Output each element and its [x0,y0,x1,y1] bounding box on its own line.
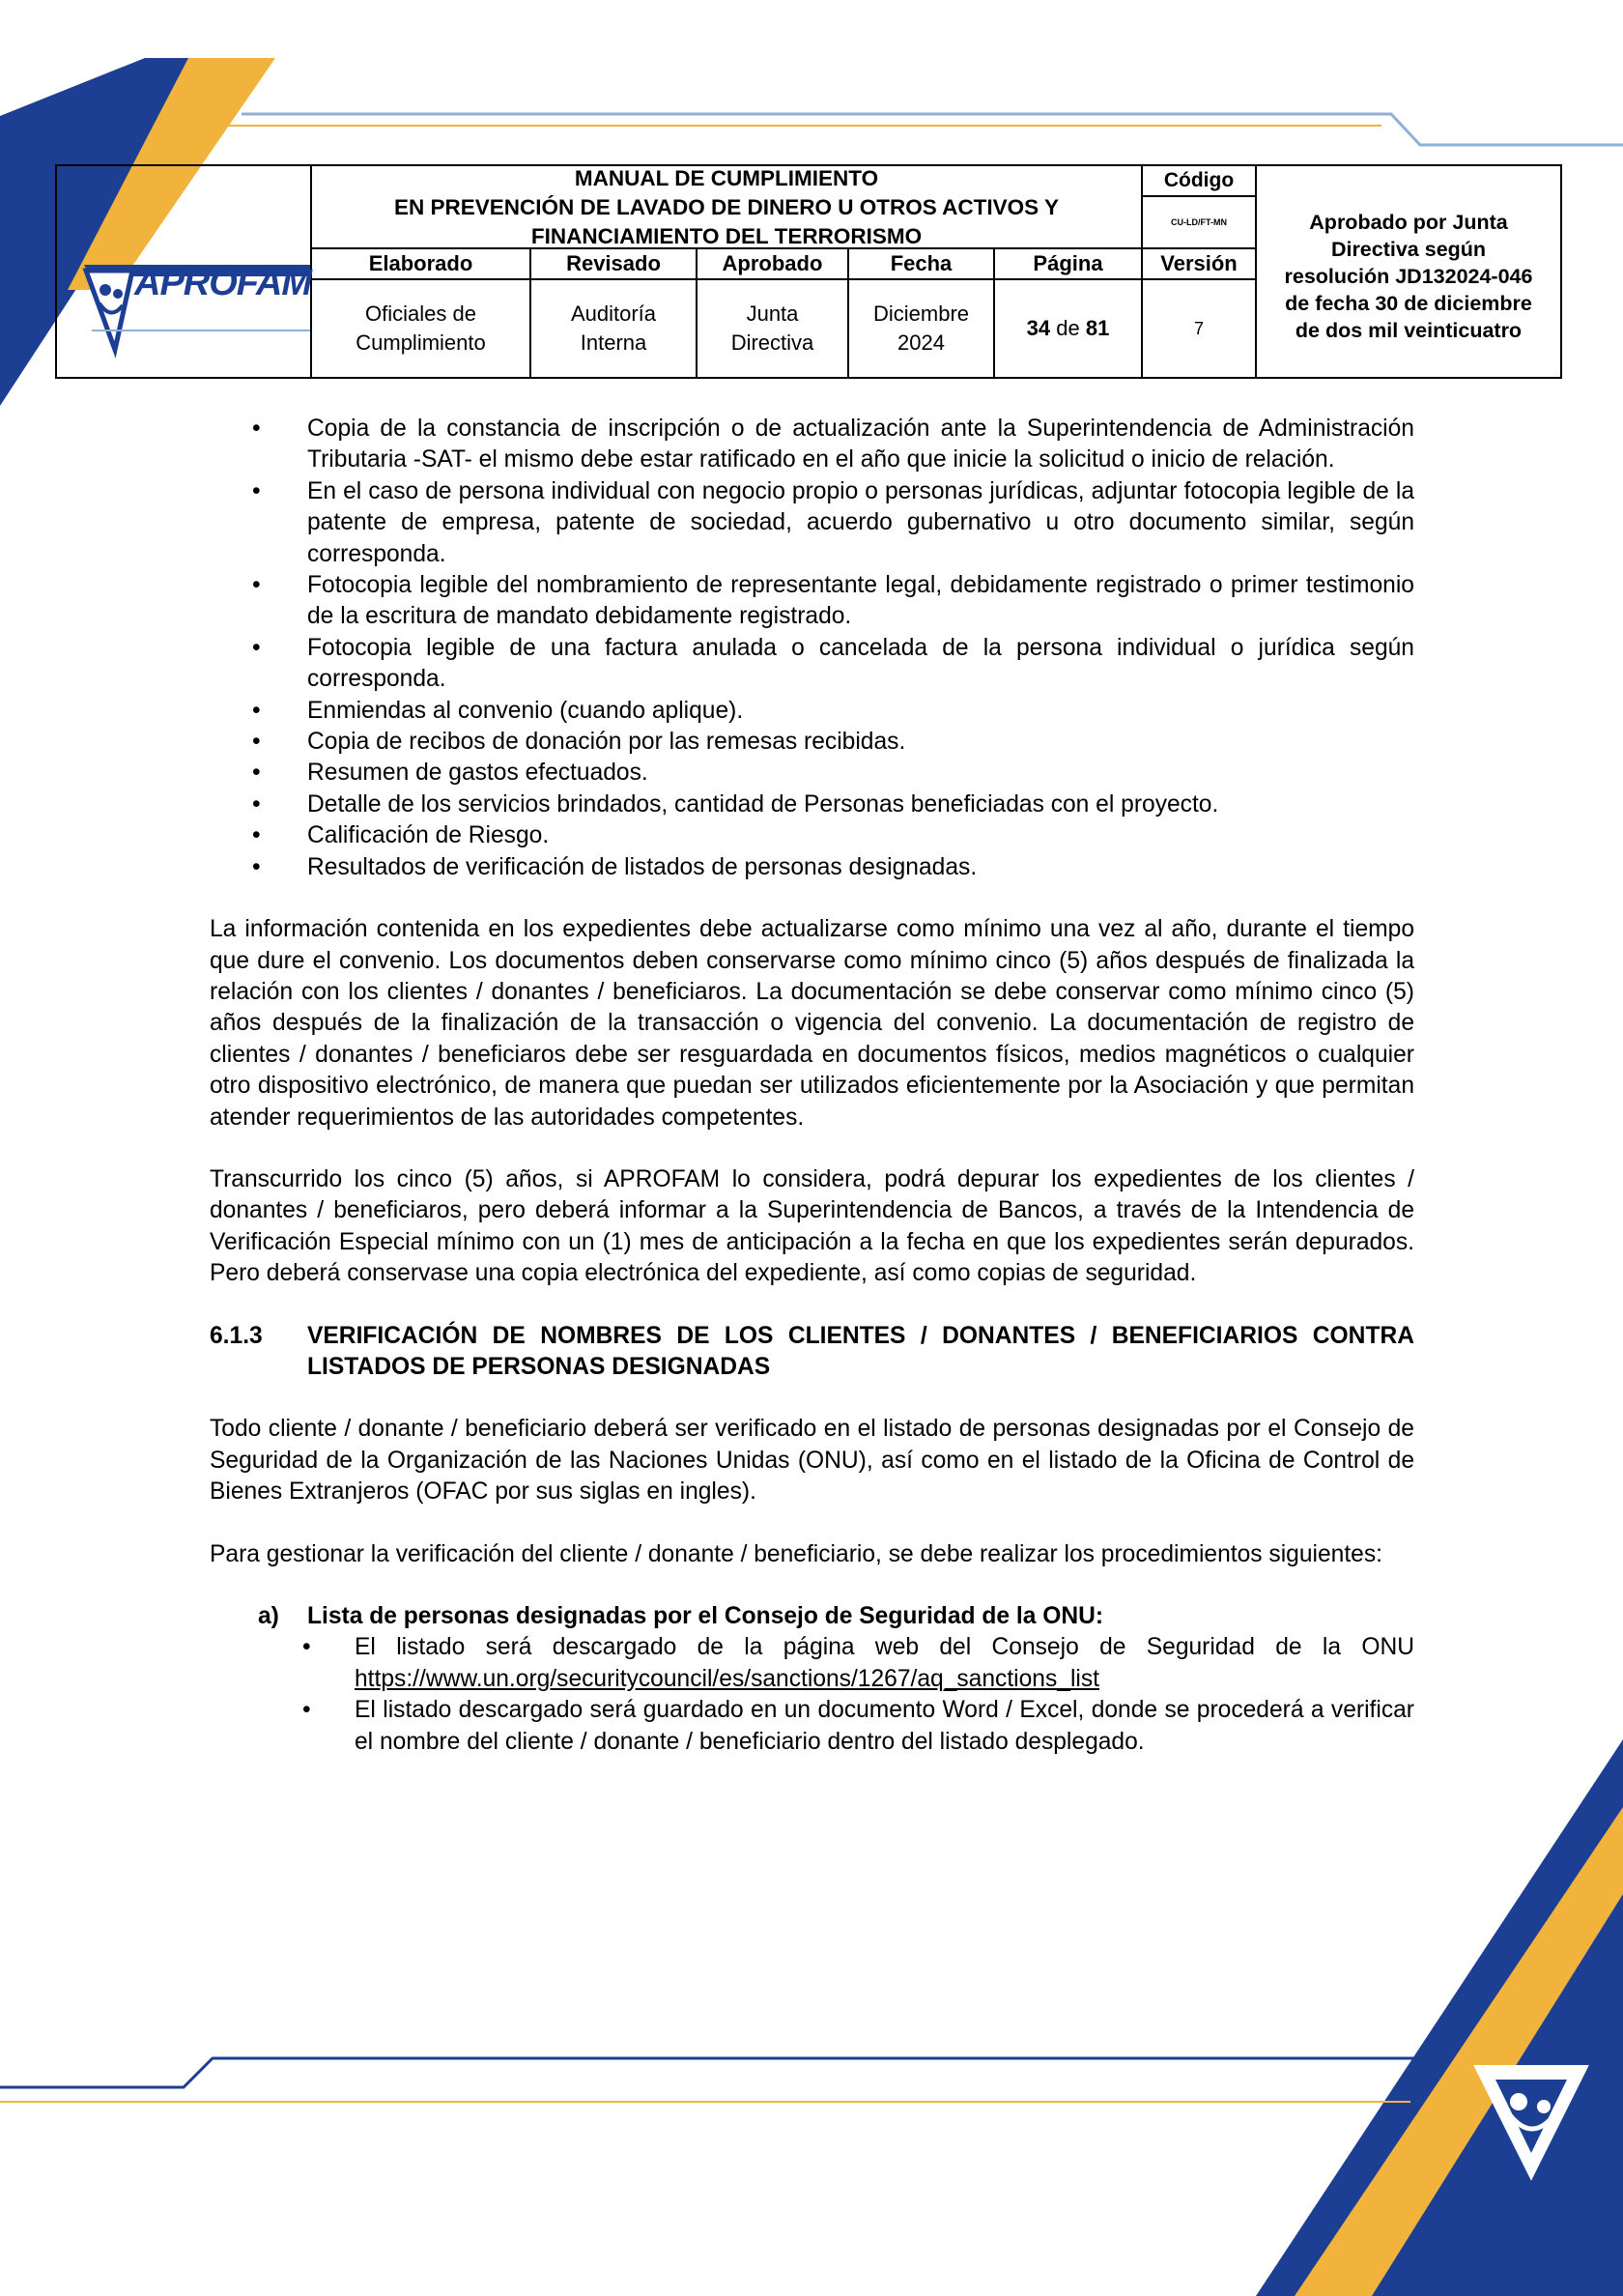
list-item: • Copia de recibos de donación por las remesas recibidas. [210,727,1414,758]
logo-text: APROFAM [134,263,311,303]
val-aprobado [698,280,849,377]
title-line: FINANCIAMIENTO DEL TERRORISMO [530,224,923,248]
page-current: 34 [1026,316,1051,340]
page-sep: de [1056,316,1080,340]
section-heading [210,1321,1414,1384]
approval-note [1257,166,1560,377]
val-line: Diciembre [872,301,970,326]
list-item: • Enmiendas al convenio (cuando aplique). [210,696,1414,727]
title-line: MANUAL DE CUMPLIMIENTO [574,166,879,190]
list-item: • El listado descargado será guardado en un documento Word / Excel, donde se procederá a verificar el nombre del cliente / donante / beneficiario dentro del listado desplegado. [210,1695,1414,1758]
logo-cell [57,166,312,377]
val-line: Directiva [730,330,814,355]
top-blue-line [242,114,1623,145]
val-pagina [995,280,1143,377]
document-title [312,166,1143,249]
val-version: 7 [1143,280,1257,377]
val-line: Interna [580,330,647,355]
paragraph-verification: Todo cliente / donante / beneficiario deberá ser verificado en el listado de personas designadas por el Consejo de Seguridad de la Organización de las Naciones Unidas (ONU), así como en el listado de la Oficina de Control de Bienes Extranjeros (OFAC por sus siglas en ingles). [210,1416,1414,1506]
subsection-label: a) [258,1603,279,1629]
col-revisado: Revisado [531,249,698,280]
document-body [210,414,1414,1758]
val-line: Auditoría [570,301,657,326]
list-item-text: El listado será descargado de la página web del Consejo de Seguridad de la ONU [355,1634,1414,1661]
code-value: CU-LD/FT-MN [1143,197,1257,249]
approval-line: de dos mil veinticuatro [1295,319,1523,342]
requirements-list [210,414,1414,883]
list-item: • Resumen de gastos efectuados. [210,758,1414,789]
col-aprobado: Aprobado [698,249,849,280]
val-line: Cumplimiento [356,330,486,355]
approval-line: de fecha 30 de diciembre [1285,292,1532,315]
section-number: 6.1.3 [210,1322,263,1349]
col-elaborado: Elaborado [312,249,531,280]
list-item [210,1632,1414,1695]
approval-line: resolución JD132024-046 [1284,265,1533,288]
title-line: EN PREVENCIÓN DE LAVADO DE DINERO U OTROS ACTIVOS Y [394,195,1059,219]
val-elaborado [312,280,531,377]
val-fecha [849,280,995,377]
col-fecha: Fecha [849,249,995,280]
bottom-blue-line [0,2058,1449,2087]
list-item: • Fotocopia legible del nombramiento de representante legal, debidamente registrado o primer testimonio de la escritura de mandato debidamente registrado. [210,570,1414,633]
subsection-title: Lista de personas designadas por el Consejo de Seguridad de la ONU: [307,1603,1104,1629]
bottom-blue-band [1256,1739,1623,2296]
subsection-heading [210,1601,1414,1632]
list-item: • Detalle de los servicios brindados, cantidad de Personas beneficiadas con el proyecto. [210,789,1414,820]
code-label: Código [1143,166,1257,197]
paragraph-procedures: Para gestionar la verificación del cliente / donante / beneficiario, se debe realizar los procedimientos siguientes: [210,1540,1382,1567]
subsection-list [210,1632,1414,1758]
onu-sanctions-link[interactable]: https://www.un.org/securitycouncil/es/sanctions/1267/aq_sanctions_list [355,1665,1100,1692]
val-line: Junta [746,301,799,326]
list-item: • Fotocopia legible de una factura anulada o cancelada de la persona individual o jurídica según corresponda. [210,633,1414,696]
list-item: • Calificación de Riesgo. [210,820,1414,851]
approval-line: Directiva según [1330,238,1487,261]
val-revisado [531,280,698,377]
paragraph-purge: Transcurrido los cinco (5) años, si APROFAM lo considera, podrá depurar los expedientes de los clientes / donantes / beneficiaros, pero deberá informar a la Superintendencia de Bancos, a través de la Intendencia de Verificación Especial mínimo con un (1) mes de anticipación a la fecha en que los expedientes serán depurados. Pero deberá conservase una copia electrónica del expediente, así como copias de seguridad. [210,1165,1414,1287]
col-version: Versión [1143,249,1257,280]
page-total: 81 [1085,316,1110,340]
list-item: • En el caso de persona individual con negocio propio o personas jurídicas, adjuntar fotocopia legible de la patente de empresa, patente de sociedad, acuerdo gubernativo u otro documento similar, según corresponda. [210,476,1414,570]
list-item: • Resultados de verificación de listados de personas designadas. [210,852,1414,883]
list-item: • Copia de la constancia de inscripción o de actualización ante la Superintendencia de Administración Tributaria -SAT- el mismo debe estar ratificado en el año que inicie la solicitud o inicio de relación. [210,414,1414,476]
section-title: VERIFICACIÓN DE NOMBRES DE LOS CLIENTES / DONANTES / BENEFICIARIOS CONTRA LISTADOS DE PERSONAS DESIGNADAS [307,1322,1414,1380]
val-line: 2024 [897,330,945,355]
document-header-table [55,164,1562,379]
col-pagina: Página [995,249,1143,280]
val-line: Oficiales de [365,301,476,326]
paragraph-retention: La información contenida en los expedientes debe actualizarse como mínimo una vez al año, durante el tiempo que dure el convenio. Los documentos deben conservarse como mínimo cinco (5) años después de finalizada la relación con los clientes / donantes / beneficiaros. La documentación se debe conservar como mínimo cinco (5) años después de la finalización de la transacción o vigencia del convenio. La documentación de registro de clientes / donantes / beneficiaros debe ser resguardada en documentos físicos, medios magnéticos o cualquier otro dispositivo electrónico, de manera que puedan ser utilizados eficientemente por la Asociación y que permitan atender requerimientos de las autoridades competentes. [210,916,1414,1131]
approval-line: Aprobado por Junta [1309,211,1508,234]
